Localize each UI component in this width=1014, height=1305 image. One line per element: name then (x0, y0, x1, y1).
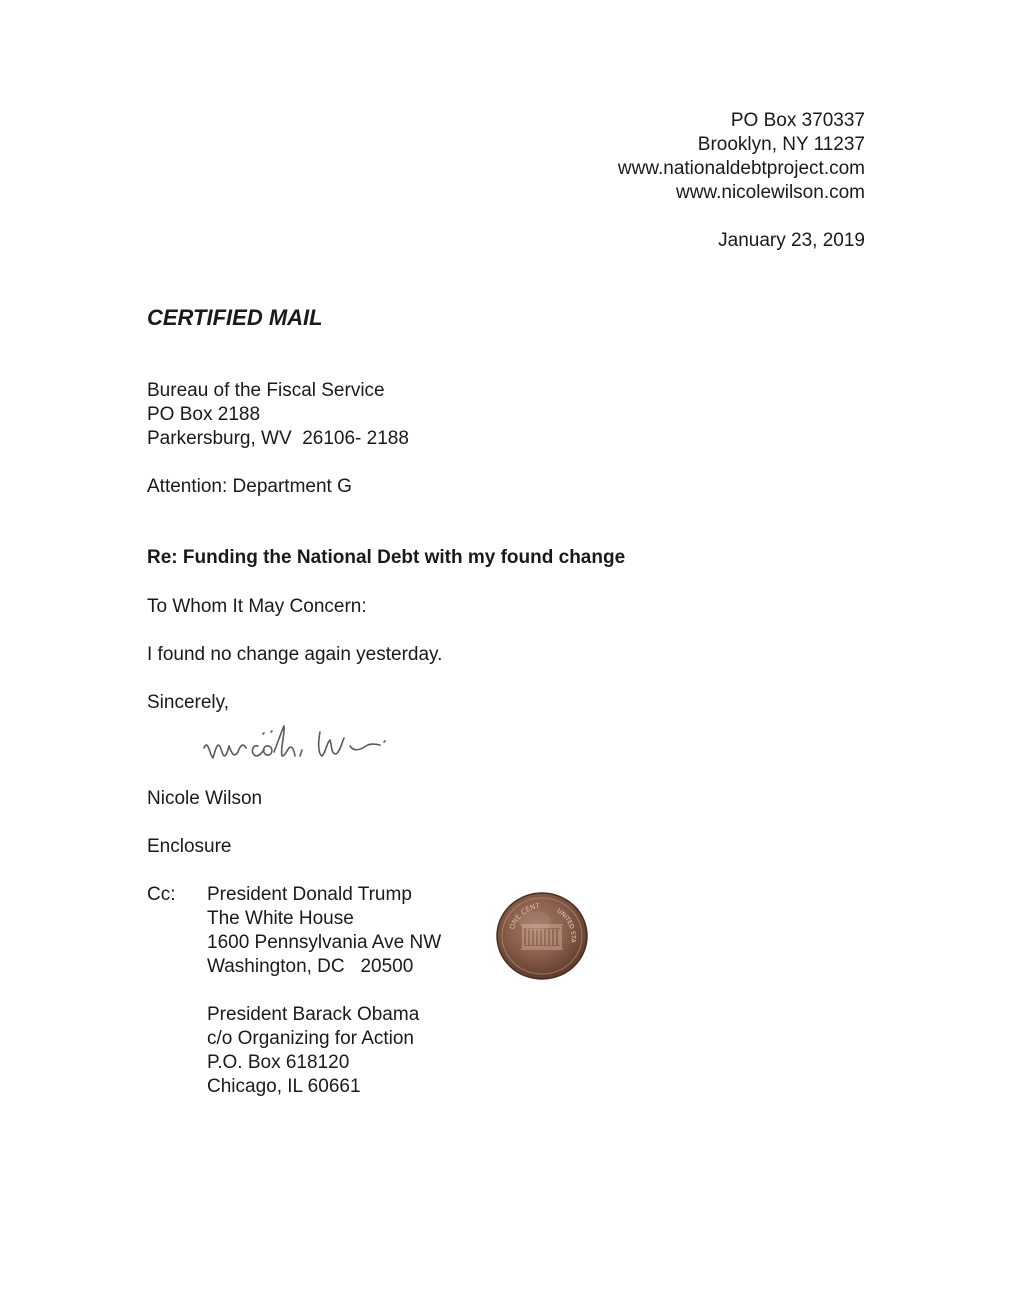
sender-address-block (618, 109, 865, 205)
svg-text:ONE CENT: ONE CENT (508, 902, 541, 931)
cc-recipient-2-line2: c/o Organizing for Action (207, 1028, 414, 1049)
handwritten-signature (200, 712, 420, 774)
letter-date: January 23, 2019 (718, 230, 865, 251)
signer-name: Nicole Wilson (147, 788, 263, 809)
sender-address-line1: PO Box 370337 (730, 110, 865, 131)
cc-recipient-1-line2: The White House (207, 908, 354, 929)
penny-coin-image (495, 891, 589, 981)
cc-recipient-1-line1: President Donald Trump (207, 884, 412, 905)
sender-website-1: www.nationaldebtproject.com (617, 158, 865, 179)
cc-recipient-1 (207, 883, 441, 979)
subject-line: Re: Funding the National Debt with my found change (147, 547, 626, 568)
closing: Sincerely, (147, 692, 230, 713)
recipient-name: Bureau of the Fiscal Service (147, 380, 385, 401)
cc-recipient-2-line4: Chicago, IL 60661 (207, 1076, 361, 1097)
cc-recipient-1-line3: 1600 Pennsylvania Ave NW (207, 932, 442, 953)
cc-recipient-1-line4: Washington, DC 20500 (207, 956, 414, 977)
sender-website-2: www.nicolewilson.com (675, 182, 865, 203)
cc-recipient-2 (207, 1003, 419, 1099)
cc-recipient-2-line1: President Barack Obama (207, 1004, 420, 1025)
certified-mail-heading: CERTIFIED MAIL (147, 305, 323, 330)
sender-address-line2: Brooklyn, NY 11237 (697, 134, 865, 155)
recipient-address-line1: PO Box 2188 (147, 404, 261, 425)
cc-recipient-2-line3: P.O. Box 618120 (207, 1052, 350, 1073)
letter-body: I found no change again yesterday. (147, 644, 443, 665)
attention-line: Attention: Department G (147, 476, 352, 497)
svg-text:UNITED STATES: UNITED STA (555, 907, 577, 943)
recipient-address-line2: Parkersburg, WV 26106- 2188 (147, 428, 409, 449)
enclosure-note: Enclosure (147, 836, 232, 857)
cc-label: Cc: (147, 884, 176, 905)
recipient-address-block (147, 379, 409, 451)
salutation: To Whom It May Concern: (147, 596, 367, 617)
